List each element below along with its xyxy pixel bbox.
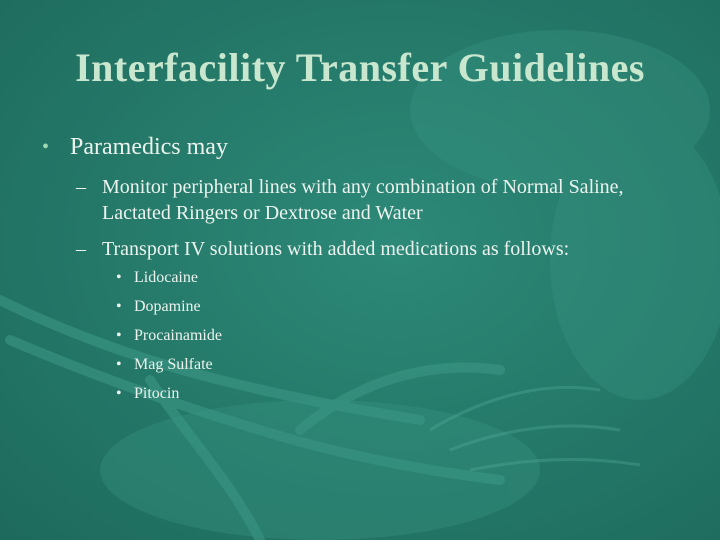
bullet-dot-icon: • [116,298,122,315]
sub-item-text: Monitor peripheral lines with any combination of Normal Saline, Lactated Ringers or Dextrose and Water [102,176,624,224]
slide-title: Interfacility Transfer Guidelines [75,45,645,90]
medication-text: Mag Sulfate [134,356,213,373]
bullet-dot-icon: • [116,327,122,344]
medication-text: Procainamide [134,327,222,344]
sub-item-text: Transport IV solutions with added medications as follows: [102,238,570,260]
bullet-dot-icon: • [116,269,122,286]
dash-icon: – [76,238,86,260]
bullet-dot-icon: • [116,385,122,402]
dash-icon: – [76,176,86,198]
bullet-dot-icon: • [42,136,50,158]
medication-text: Lidocaine [134,269,198,286]
bullet-text: Paramedics may [70,134,228,160]
bullet-dot-icon: • [116,356,122,373]
medication-text: Pitocin [134,385,180,402]
medication-text: Dopamine [134,298,201,315]
